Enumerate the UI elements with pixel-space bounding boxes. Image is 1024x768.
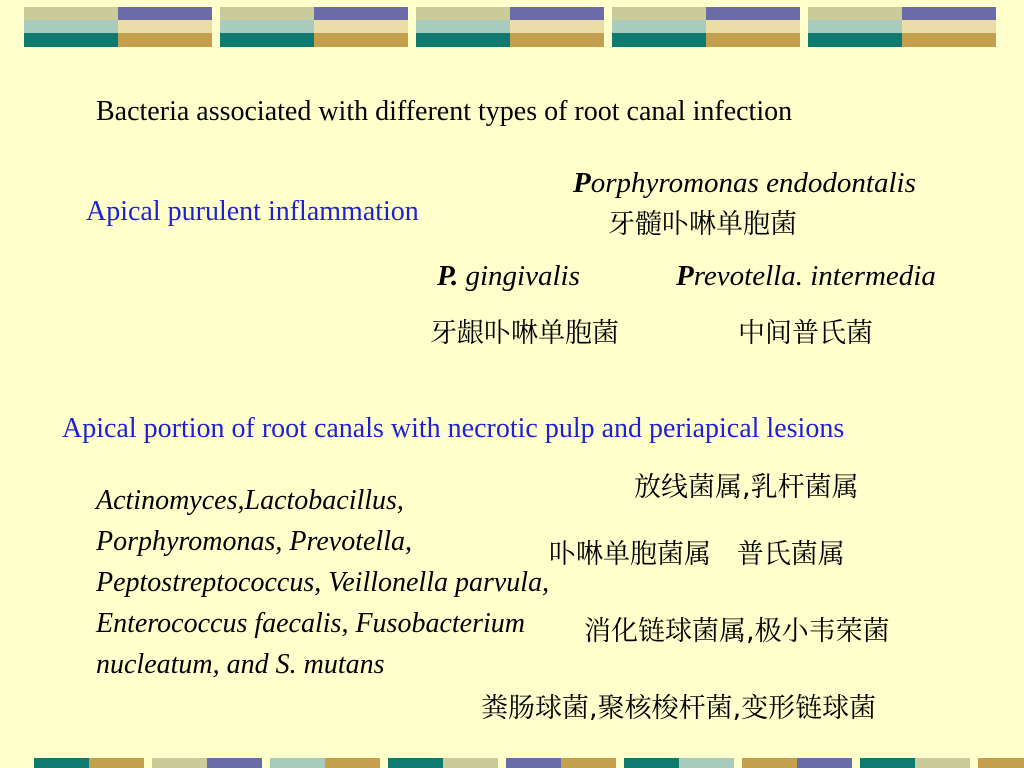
species-name: revotella. intermedia — [693, 260, 936, 292]
bacteria-porphyromonas-endodontalis — [573, 169, 916, 198]
section2-heading: Apical portion of root canals with necrotic pulp and periapical lesions — [62, 413, 845, 444]
chinese-name-intermedia: 中间普氏菌 — [738, 318, 873, 349]
chinese-name-endodontalis: 牙髓卟啉单胞菌 — [608, 209, 797, 240]
top-decorative-band — [24, 7, 1000, 47]
bottom-decorative-band — [34, 758, 1024, 768]
chinese-line-3: 消化链球菌属,极小韦荣菌 — [584, 616, 890, 647]
chinese-line-2: 卟啉单胞菌属 普氏菌属 — [549, 539, 845, 570]
band-tile — [416, 7, 604, 47]
species-name: gingivalis — [458, 260, 580, 292]
section1-heading: Apical purulent inflammation — [86, 196, 419, 227]
species-name: orphyromonas endodontalis — [590, 167, 916, 199]
band-tile — [24, 7, 212, 47]
chinese-line-1: 放线菌属,乳杆菌属 — [634, 472, 859, 503]
bacteria-prevotella-intermedia — [676, 262, 936, 291]
bacteria-p-gingivalis — [437, 262, 580, 291]
band-tile — [220, 7, 408, 47]
genus-initial: P. — [437, 260, 459, 292]
band-tile — [808, 7, 996, 47]
chinese-name-gingivalis: 牙龈卟啉单胞菌 — [430, 318, 619, 349]
band-tile — [612, 7, 800, 47]
latin-bacteria-list: Actinomyces,Lactobacillus, Porphyromonas, Prevotella, Peptostreptococcus, Veillonella parvula, Enterococcus faecalis, Fusobacterium nucleatum, and S. mutans — [96, 485, 550, 680]
slide-title: Bacteria associated with different types of root canal infection — [96, 96, 793, 127]
chinese-line-4: 粪肠球菌,聚核梭杆菌,变形链球菌 — [481, 693, 877, 724]
genus-initial: P — [573, 167, 591, 199]
genus-initial: P — [676, 260, 694, 292]
